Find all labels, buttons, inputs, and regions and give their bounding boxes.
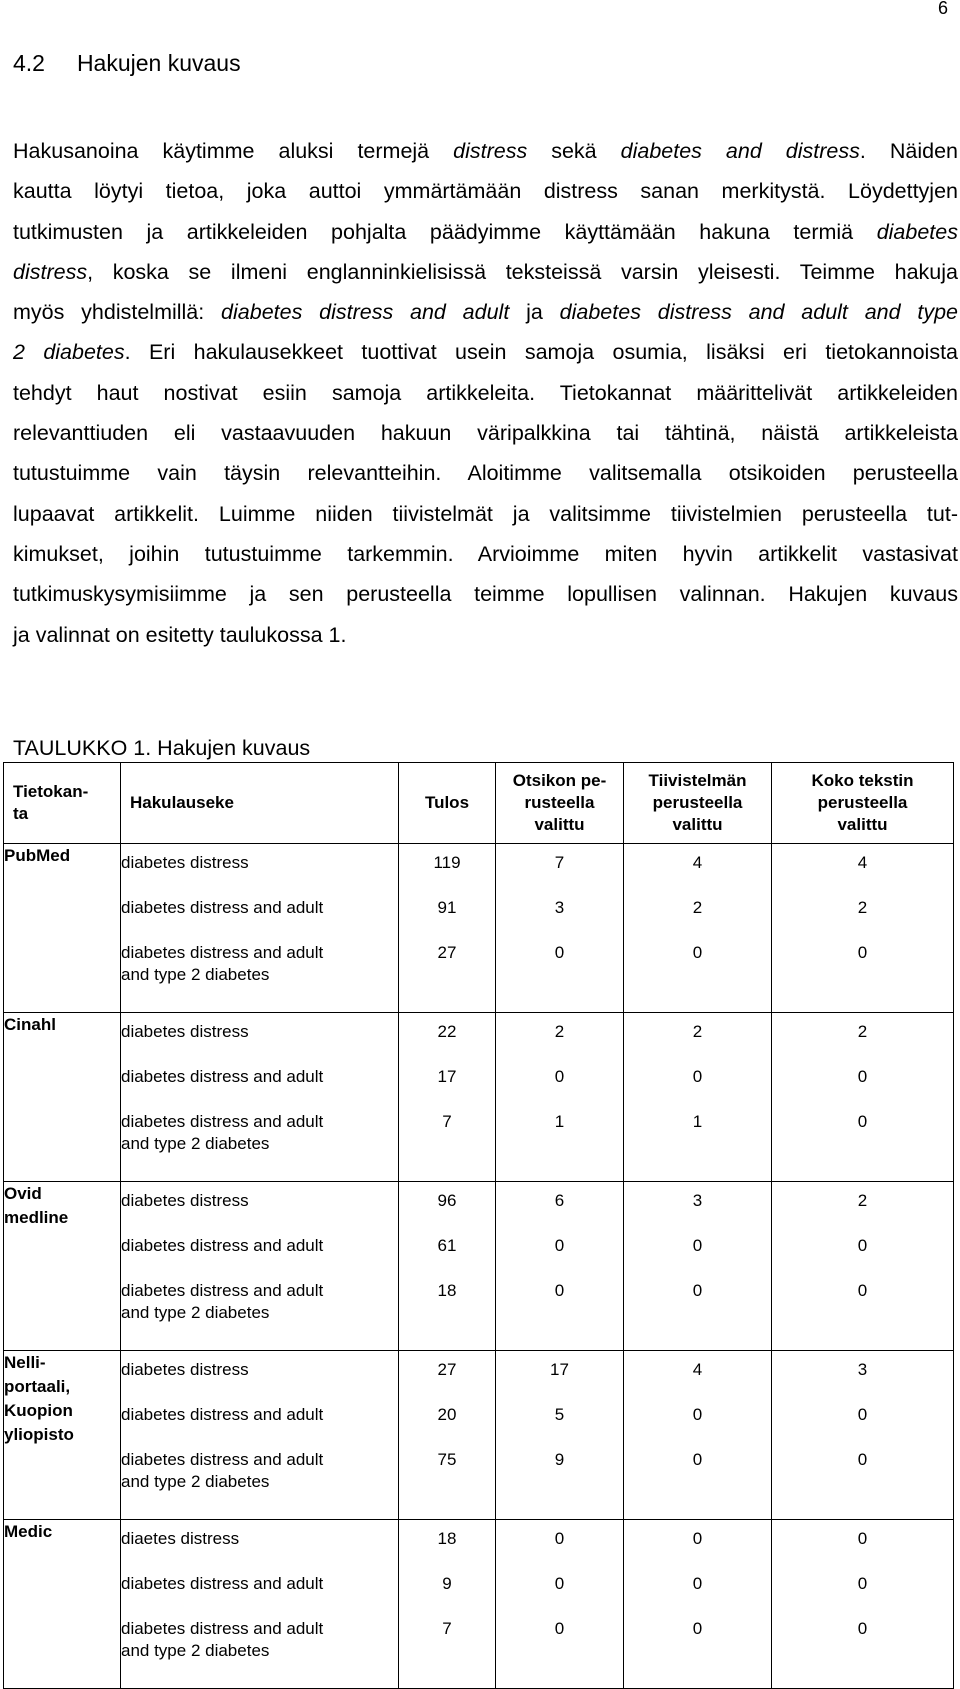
paragraph-text: sekä: [527, 139, 621, 163]
query-cell-column: [121, 1182, 399, 1351]
italic-term: 2 diabetes: [13, 340, 125, 365]
title-selected-cell-column: [496, 1351, 624, 1520]
database-name: Cinahl: [4, 1013, 121, 1182]
header-query: Hakulauseke: [121, 763, 399, 844]
section-number: 4.2: [13, 50, 45, 76]
paragraph-line: [13, 131, 958, 171]
fulltext-selected-cell: 0: [857, 1281, 868, 1300]
paragraph-text: tehdyt haut nostivat esiin samoja artikkeleita. Tietokannat määrittelivät artikkeleiden: [13, 380, 958, 405]
result-cell-column: [399, 1013, 496, 1182]
italic-term: diabetes distress and adult: [221, 300, 510, 325]
section-heading: [13, 50, 241, 77]
query-cell-column: [121, 1520, 399, 1689]
table-group-row: [4, 1013, 954, 1182]
paragraph-line: [13, 373, 958, 413]
fulltext-selected-cell-column: [772, 1013, 954, 1182]
abstract-selected-cell: 2: [692, 1022, 703, 1041]
abstract-selected-cell: 0: [692, 1405, 703, 1424]
header-result: Tulos: [399, 763, 496, 844]
title-selected-cell: 2: [554, 1022, 565, 1041]
fulltext-selected-cell: 0: [857, 1619, 868, 1638]
paragraph-line: [13, 292, 958, 332]
table-header-row: [4, 763, 954, 844]
body-paragraph: [13, 131, 958, 655]
query-cell-column: [121, 1013, 399, 1182]
abstract-selected-cell-column: [624, 844, 772, 1013]
section-title: Hakujen kuvaus: [76, 50, 241, 76]
paragraph-text: kautta löytyi tietoa, joka auttoi ymmärtämään distress sanan merkitystä. Löydettyjen: [13, 179, 958, 204]
abstract-selected-cell: 0: [692, 1619, 703, 1638]
abstract-selected-cell-column: [624, 1013, 772, 1182]
table-group-row: [4, 844, 954, 1013]
result-cell: 18: [437, 1529, 457, 1548]
title-selected-cell: 9: [554, 1450, 565, 1469]
query-cell: diabetes distress and adult and type 2 diabetes: [121, 1450, 324, 1491]
paragraph-line: [13, 574, 958, 614]
query-cell: diabetes distress: [121, 1191, 249, 1210]
result-cell: 7: [442, 1619, 452, 1638]
italic-term: distress: [453, 139, 528, 163]
database-name: Nelli- portaali, Kuopion yliopisto: [4, 1351, 121, 1520]
result-cell-column: [399, 1351, 496, 1520]
fulltext-selected-cell: 2: [857, 1191, 868, 1210]
abstract-selected-cell: 0: [692, 1236, 703, 1255]
title-selected-cell: 1: [554, 1112, 565, 1131]
fulltext-selected-cell: 0: [857, 1405, 868, 1424]
result-cell: 27: [437, 1360, 457, 1379]
query-cell-column: [121, 1351, 399, 1520]
paragraph-text: Hakusanoina käytimme aluksi termejä: [13, 139, 454, 163]
query-cell: diabetes distress and adult: [121, 1067, 324, 1086]
abstract-selected-cell: 0: [692, 1529, 703, 1548]
abstract-selected-cell: 0: [692, 1574, 703, 1593]
result-cell-column: [399, 1182, 496, 1351]
paragraph-text: . Näiden: [859, 139, 958, 163]
result-cell: 7: [442, 1112, 452, 1131]
fulltext-selected-cell: 0: [857, 1112, 868, 1131]
paragraph-text: tutustuimme vain täysin relevantteihin. Aloitimme valitsemalla otsikoiden perusteella: [13, 461, 958, 486]
result-cell: 119: [433, 853, 461, 872]
paragraph-line: [13, 332, 958, 372]
abstract-selected-cell: 2: [692, 898, 703, 917]
result-cell: 27: [437, 943, 457, 962]
paragraph-line: [13, 494, 958, 534]
title-selected-cell: 17: [550, 1360, 569, 1379]
database-name: Medic: [4, 1520, 121, 1689]
query-cell: diabetes distress and adult and type 2 diabetes: [121, 1281, 324, 1322]
italic-term: diabetes: [876, 219, 958, 244]
title-selected-cell-column: [496, 1520, 624, 1689]
title-selected-cell: 0: [554, 1236, 565, 1255]
paragraph-line: [13, 212, 958, 252]
result-cell: 17: [437, 1067, 457, 1086]
title-selected-cell: 0: [554, 1574, 565, 1593]
abstract-selected-cell: 0: [692, 943, 703, 962]
paragraph-line: [13, 534, 958, 574]
fulltext-selected-cell: 0: [857, 943, 868, 962]
query-cell: diabetes distress and adult: [121, 1574, 324, 1593]
fulltext-selected-cell: 3: [857, 1360, 868, 1379]
database-name: Ovid medline: [4, 1182, 121, 1351]
abstract-selected-cell-column: [624, 1351, 772, 1520]
fulltext-selected-cell: 0: [857, 1236, 868, 1255]
italic-term: distress: [13, 259, 88, 284]
query-cell: diabetes distress: [121, 853, 249, 872]
title-selected-cell: 3: [554, 898, 565, 917]
fulltext-selected-cell-column: [772, 844, 954, 1013]
abstract-selected-cell-column: [624, 1520, 772, 1689]
fulltext-selected-cell-column: [772, 1182, 954, 1351]
table-group-row: [4, 1351, 954, 1520]
paragraph-text: tutkimusten ja artikkeleiden pohjalta päädyimme käyttämään hakuna termiä: [13, 219, 877, 244]
abstract-selected-cell: 0: [692, 1450, 703, 1469]
header-title-based: Otsikon pe- rusteella valittu: [496, 763, 624, 844]
query-cell: diabetes distress and adult and type 2 diabetes: [121, 1112, 324, 1153]
paragraph-line: [13, 453, 958, 493]
paragraph-text: ja valinnat on esitetty taulukossa 1.: [13, 622, 347, 647]
result-cell: 96: [437, 1191, 457, 1210]
result-cell: 75: [437, 1450, 457, 1469]
italic-term: diabetes distress and adult and type: [559, 300, 959, 325]
result-cell: 9: [442, 1574, 452, 1593]
search-results-table: [3, 762, 954, 1689]
paragraph-text: tutkimuskysymisiimme ja sen perusteella teimme lopullisen valinnan. Hakujen kuvaus: [13, 582, 958, 607]
query-cell: diabetes distress: [121, 1022, 249, 1041]
fulltext-selected-cell-column: [772, 1520, 954, 1689]
header-database: Tietokan- ta: [4, 763, 121, 844]
result-cell: 91: [437, 898, 457, 917]
title-selected-cell: 0: [554, 1281, 565, 1300]
fulltext-selected-cell: 0: [857, 1529, 868, 1548]
abstract-selected-cell: 4: [692, 853, 703, 872]
title-selected-cell: 5: [554, 1405, 565, 1424]
query-cell: diaetes distress: [121, 1529, 240, 1548]
italic-term: diabetes and distress: [620, 139, 860, 163]
paragraph-text: kimukset, joihin tutustuimme tarkemmin. Arvioimme miten hyvin artikkelit vastasivat: [13, 541, 958, 566]
abstract-selected-cell: 0: [692, 1281, 703, 1300]
fulltext-selected-cell: 0: [857, 1574, 868, 1593]
title-selected-cell: 0: [554, 1529, 565, 1548]
title-selected-cell-column: [496, 844, 624, 1013]
abstract-selected-cell: 4: [692, 1360, 703, 1379]
paragraph-line: [13, 413, 958, 453]
paragraph-line: [13, 252, 958, 292]
result-cell-column: [399, 1520, 496, 1689]
database-name: PubMed: [4, 844, 121, 1013]
query-cell: diabetes distress and adult: [121, 1236, 324, 1255]
fulltext-selected-cell: 0: [857, 1450, 868, 1469]
query-cell: diabetes distress and adult: [121, 898, 324, 917]
fulltext-selected-cell: 0: [857, 1067, 868, 1086]
abstract-selected-cell: 0: [692, 1067, 703, 1086]
paragraph-text: lupaavat artikkelit. Luimme niiden tiivistelmät ja valitsimme tiivistelmien perusteella tut-: [13, 501, 958, 526]
title-selected-cell: 0: [554, 1067, 565, 1086]
paragraph-text: . Eri hakulausekkeet tuottivat usein samoja osumia, lisäksi eri tietokannoista: [124, 340, 959, 365]
page-number: 6: [937, 0, 948, 18]
table-group-row: [4, 1520, 954, 1689]
paragraph-line: [13, 171, 958, 211]
result-cell: 18: [437, 1281, 457, 1300]
paragraph-line: [13, 615, 958, 655]
paragraph-text: relevanttiuden eli vastaavuuden hakuun väripalkkina tai tähtinä, näistä artikkeleista: [13, 421, 958, 446]
title-selected-cell: 0: [554, 943, 565, 962]
table-caption: TAULUKKO 1. Hakujen kuvaus: [13, 736, 311, 760]
fulltext-selected-cell: 4: [857, 853, 868, 872]
fulltext-selected-cell-column: [772, 1351, 954, 1520]
fulltext-selected-cell: 2: [857, 1022, 868, 1041]
title-selected-cell-column: [496, 1182, 624, 1351]
title-selected-cell-column: [496, 1013, 624, 1182]
title-selected-cell: 0: [554, 1619, 565, 1638]
paragraph-text: , koska se ilmeni englanninkielisissä teksteissä varsin yleisesti. Teimme hakuja: [87, 259, 958, 284]
header-abstract-based: Tiivistelmän perusteella valittu: [624, 763, 772, 844]
abstract-selected-cell-column: [624, 1182, 772, 1351]
abstract-selected-cell: 3: [692, 1191, 703, 1210]
paragraph-text: myös yhdistelmillä:: [13, 300, 222, 325]
query-cell-column: [121, 844, 399, 1013]
result-cell-column: [399, 844, 496, 1013]
result-cell: 61: [437, 1236, 457, 1255]
query-cell: diabetes distress and adult and type 2 diabetes: [121, 943, 324, 984]
query-cell: diabetes distress and adult: [121, 1405, 324, 1424]
abstract-selected-cell: 1: [692, 1112, 703, 1131]
fulltext-selected-cell: 2: [857, 898, 868, 917]
table-group-row: [4, 1182, 954, 1351]
title-selected-cell: 7: [554, 853, 565, 872]
result-cell: 22: [437, 1022, 457, 1041]
title-selected-cell: 6: [554, 1191, 565, 1210]
paragraph-text: ja: [509, 300, 560, 325]
result-cell: 20: [437, 1405, 457, 1424]
query-cell: diabetes distress and adult and type 2 diabetes: [121, 1619, 324, 1660]
header-fulltext-based: Koko tekstin perusteella valittu: [772, 763, 954, 844]
query-cell: diabetes distress: [121, 1360, 249, 1379]
